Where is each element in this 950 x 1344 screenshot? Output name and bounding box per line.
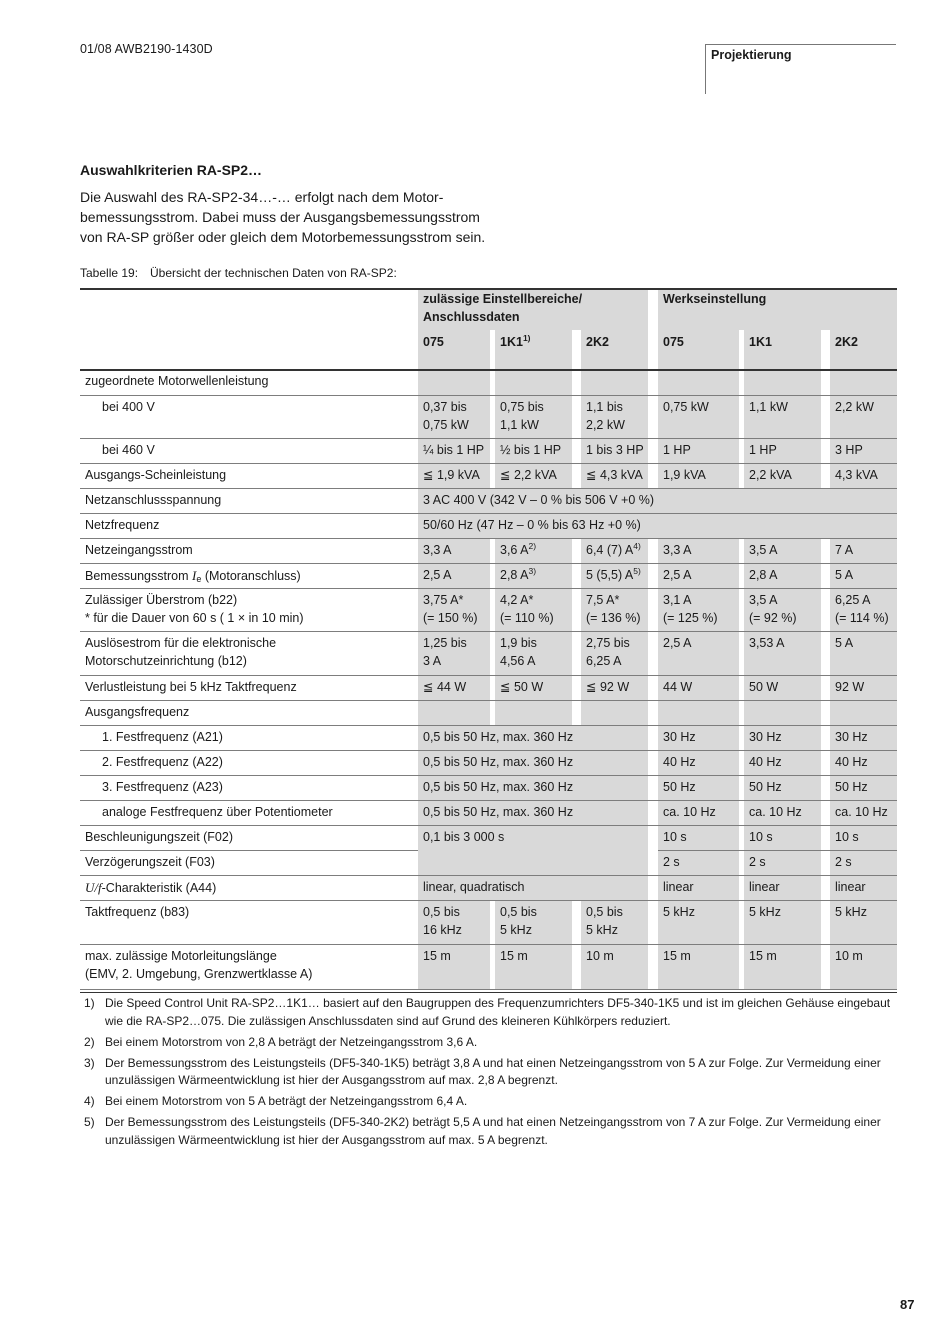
spanning-cell: 3 AC 400 V (342 V – 0 % bis 506 V +0 %) [423,493,655,507]
table-caption [80,266,397,280]
row-separator [80,750,897,751]
data-cell [586,467,643,485]
row-separator [80,488,897,489]
data-cell-value: 40 Hz [663,755,696,769]
data-cell [586,399,625,434]
row-separator [80,875,897,876]
row-separator [80,438,897,439]
row-separator [80,944,897,945]
data-cell [749,567,778,585]
data-cell-value: 2,5 A [423,568,452,582]
data-cell [423,948,451,966]
data-cell-value: 1 bis 3 HP [586,443,644,457]
spanning-cell: 50/60 Hz (47 Hz – 0 % bis 63 Hz +0 %) [423,518,641,532]
footnote [80,1055,897,1090]
row-label-line: (EMV, 2. Umgebung, Grenzwertklasse A) [85,966,313,981]
column-header [500,334,531,352]
spanning-cell: 0,5 bis 50 Hz, max. 360 Hz [423,730,574,744]
symbol-subscript: e [196,574,202,584]
data-cell [835,879,866,897]
data-cell-line: 3,5 A [749,593,778,607]
section-label: Projektierung [705,44,896,94]
data-cell-line: (= 114 %) [835,610,889,625]
row-separator [80,631,897,632]
data-cell [500,467,557,485]
data-cell-line: (= 125 %) [663,610,718,625]
data-cell-value: 0,75 kW [663,400,709,414]
data-cell-value: 1 HP [663,443,691,457]
data-cell [835,754,868,772]
footnote-mark: 4) [84,1094,95,1108]
technical-data-table [80,288,897,991]
data-cell-value: 10 s [835,830,859,844]
footnote-ref: 3) [528,566,537,576]
data-cell-value: 1,1 kW [749,400,788,414]
data-cell-value: ½ bis 1 HP [500,443,562,457]
data-cell-value: 2 s [835,855,852,869]
data-cell-line: 0,5 bis [500,905,537,919]
intro-paragraph [80,187,520,247]
footnote-line: Bei einem Motorstrom von 5 A beträgt der Netzeingangsstrom 6,4 A. [105,1094,468,1108]
data-cell-value: 10 s [749,830,773,844]
row-separator [80,800,897,801]
data-cell-line: 1,1 kW [500,417,539,432]
footnote-text [105,1055,895,1090]
data-cell-line: 5 kHz [500,922,532,937]
row-label-line: * für die Dauer von 60 s ( 1 × in 10 min) [85,610,304,625]
data-cell-line: (= 136 %) [586,610,641,625]
data-cell-value: 2,2 kVA [749,468,792,482]
data-cell-value: 4,3 kVA [835,468,878,482]
row-separator [80,825,897,826]
data-cell-value: 2 s [663,855,680,869]
symbol: I [192,568,197,583]
data-cell [835,399,874,417]
data-cell-value: 5 kHz [835,905,867,919]
data-cell [423,679,466,697]
data-cell [835,729,868,747]
data-cell [423,442,484,460]
row-label: bei 400 V [102,400,155,414]
footnote-line: Bei einem Motorstrom von 2,8 A beträgt der Netzeingangsstrom 3,6 A. [105,1034,478,1049]
group-header-line: zulässige Einstellbereiche/ [423,292,583,306]
data-cell-line: 1,1 bis [586,400,623,414]
data-cell-value: ¼ bis 1 HP [423,443,485,457]
data-cell-line: 0,5 bis [423,905,460,919]
data-cell-value: 30 Hz [749,730,782,744]
row-label-line: Motorschutzeinrichtung (b12) [85,653,247,668]
row-separator [80,513,897,514]
column-header [586,334,609,352]
row-label: Netzfrequenz [85,518,160,532]
footnote-line: Die Speed Control Unit RA-SP2…1K1… basiert auf den Baugruppen des Frequenzumrichters DF5-340-1K5 und ist im gleichen Gehäuse eingebaut [105,996,891,1010]
data-cell [500,442,561,460]
data-cell-value: 40 Hz [835,755,868,769]
data-cell-value: 5 (5,5) A [586,568,634,582]
row-label: Beschleunigungszeit (F02) [85,830,233,844]
footnote-ref: 5) [633,566,641,576]
data-cell-value: 30 Hz [835,730,868,744]
data-cell [586,679,629,697]
data-cell-value: 2,8 A [749,568,778,582]
row-label [85,567,301,589]
data-cell [749,804,802,822]
data-cell-value: 15 m [749,949,777,963]
data-cell-value: 2,8 A [500,568,529,582]
data-cell-value: 30 Hz [663,730,696,744]
footnote-line: unzulässigen Wärmeentwicklung ist hier der Ausgangsstrom auf max. 2,8 A begrenzt. [105,1073,558,1087]
data-cell [749,754,782,772]
data-cell [663,754,696,772]
data-cell-line: (= 110 %) [500,610,554,625]
row-label: bei 460 V [102,443,155,457]
data-cell [749,635,784,653]
data-cell-value: 2,5 A [663,636,692,650]
column-header-label: 075 [423,335,444,349]
intro-line: Die Auswahl des RA-SP2-34…-… erfolgt nach dem Motor- [80,189,444,205]
footnote-line: Der Bemessungsstrom des Leistungsteils (DF5-340-1K5) beträgt 3,8 A und hat einen Netzeingangsstrom von 5 A zur Folge. Zur Vermeidung einer [105,1055,881,1070]
data-cell-line: 4,56 A [500,653,536,668]
data-cell [586,948,614,966]
row-separator [80,775,897,776]
span-band [418,851,648,876]
data-cell-line: 0,75 bis [500,400,544,414]
data-cell [663,948,691,966]
data-cell [500,399,544,434]
data-cell [663,804,716,822]
data-cell-line: 0,5 bis [586,905,623,919]
data-cell [663,879,694,897]
data-cell [500,635,537,670]
column-header-label: 2K2 [835,335,858,349]
data-cell [586,592,641,627]
data-cell [500,904,537,939]
data-cell-value: 2,2 kW [835,400,874,414]
data-cell [663,854,680,872]
row-label: Ausgangsfrequenz [85,705,190,719]
data-cell-value: 50 Hz [663,780,696,794]
row-label-line: Auslösestrom für die elektronische [85,636,277,650]
data-cell [663,904,695,922]
row-separator [80,675,897,676]
data-cell [586,567,641,585]
footnote-text [105,1093,895,1111]
data-cell [500,948,528,966]
data-cell-line: 5 kHz [586,922,618,937]
row-label: Ausgangs-Scheinleistung [85,468,227,482]
data-cell-value: 50 W [749,680,779,694]
data-cell [835,592,889,627]
data-cell-value: 5 A [835,568,854,582]
data-cell [663,829,687,847]
footnote-mark: 2) [84,1034,95,1049]
footnotes [80,992,897,1147]
row-label-text: Bemessungsstrom [85,569,189,583]
data-cell-value: 10 s [663,830,687,844]
footnote [80,1034,897,1052]
row-separator [658,850,897,851]
data-cell-line: 6,25 A [835,593,871,607]
data-cell [423,567,452,585]
data-cell [835,442,863,460]
data-cell-line: (= 92 %) [749,610,797,625]
data-cell-value: 1,9 kVA [663,468,706,482]
data-cell [835,467,878,485]
data-cell [749,592,797,627]
data-cell-value: 1 HP [749,443,777,457]
row-label [85,592,304,627]
data-cell-line: (= 150 %) [423,610,478,625]
data-cell-line: 1,9 bis [500,636,537,650]
data-cell-value: ≦ 2,2 kVA [500,468,557,482]
data-cell [749,904,781,922]
table-title: Übersicht der technischen Daten von RA-SP2: [150,266,397,280]
footnote-ref: 1) [522,333,531,343]
data-cell [835,948,863,966]
data-cell [423,904,462,939]
data-cell [835,804,888,822]
group-header-line: Anschlussdaten [423,309,520,324]
row-separator [80,563,897,564]
group-header-allowed [423,291,582,326]
data-cell [586,442,644,460]
data-cell [835,635,853,653]
data-cell-value: ca. 10 Hz [835,805,888,819]
data-cell-value: 3,53 A [749,636,785,650]
data-cell [835,679,864,697]
row-label: Verzögerungszeit (F03) [85,855,215,869]
group-header-factory: Werkseinstellung [663,292,767,306]
data-cell-value: 3,5 A [749,543,778,557]
data-cell-value: ≦ 44 W [423,680,467,694]
data-cell-value: ca. 10 Hz [749,805,802,819]
data-cell [749,779,782,797]
data-cell-line: 2,2 kW [586,417,625,432]
row-label [85,879,216,898]
data-cell-line: 3 A [423,653,442,668]
data-cell [586,904,623,939]
data-cell [663,399,709,417]
data-cell-line: 3,75 A* [423,593,464,607]
data-cell [663,635,692,653]
data-cell-value: 40 Hz [749,755,782,769]
symbol: U/f [85,880,102,895]
section-heading: Auswahlkriterien RA-SP2… [80,162,263,178]
data-cell-line: 2,75 bis [586,636,630,650]
data-cell-value: linear [835,880,866,894]
data-cell-value: linear [663,880,694,894]
data-cell [749,729,782,747]
data-cell [663,729,696,747]
data-cell [749,948,777,966]
data-cell [749,542,778,560]
data-cell [835,567,853,585]
data-cell [423,635,467,670]
column-header-label: 1K1 [500,335,523,349]
data-cell-line: 0,75 kW [423,417,469,432]
row-separator [80,725,897,726]
data-cell-line: 0,37 bis [423,400,467,414]
footnote-line: Der Bemessungsstrom des Leistungsteils (DF5-340-2K2) beträgt 5,5 A und hat einen Netzeingangsstrom von 7 A zur Folge. Zur Vermeidung einer [105,1115,881,1129]
data-cell-value: 6,4 (7) A [586,543,634,557]
footnote-mark: 3) [84,1055,95,1070]
data-cell [663,779,696,797]
row-label: Netzanschlussspannung [85,493,222,507]
row-label: Verlustleistung bei 5 kHz Taktfrequenz [85,680,297,694]
data-cell-value: 2 s [749,855,766,869]
spanning-cell: 0,5 bis 50 Hz, max. 360 Hz [423,755,574,769]
row-label: analoge Festfrequenz über Potentiometer [102,805,333,819]
row-label [85,948,312,983]
spanning-cell: linear, quadratisch [423,880,525,894]
data-cell [423,399,469,434]
data-cell-line: 6,25 A [586,653,622,668]
data-cell-value: 15 m [423,949,451,963]
data-cell [749,854,766,872]
data-cell-value: 10 m [835,949,863,963]
data-cell [749,442,777,460]
row-label-text: (Motoranschluss) [204,569,301,583]
row-separator [80,900,897,901]
data-cell-value: 44 W [663,680,693,694]
row-label [85,635,276,670]
data-cell-value: ≦ 92 W [586,680,630,694]
footnote-ref: 4) [633,541,641,551]
data-cell-value: ≦ 4,3 kVA [586,468,643,482]
data-cell-value: ≦ 50 W [500,680,544,694]
row-label-line: max. zulässige Motorleitungslänge [85,949,277,963]
data-cell-value: 50 Hz [749,780,782,794]
data-cell-value: 92 W [835,680,865,694]
data-cell-value: 7 A [835,543,854,557]
data-cell [423,592,478,627]
row-label: 2. Festfrequenz (A22) [102,755,223,769]
footnote-text [105,1034,895,1052]
data-cell [835,779,868,797]
column-header [749,334,772,352]
table-number: Tabelle 19: [80,266,139,280]
footnote [80,995,897,1030]
header-bottom-rule [80,369,897,371]
data-cell-value: 10 m [586,949,614,963]
page-number: 87 [900,1297,915,1312]
column-header-label: 075 [663,335,684,349]
data-cell [835,829,859,847]
data-cell [749,467,792,485]
data-cell [749,399,788,417]
table-top-rule [80,288,897,290]
data-cell [663,592,718,627]
spanning-cell: 0,1 bis 3 000 s [423,830,505,844]
row-separator [80,463,897,464]
data-cell [663,442,691,460]
row-label-text: -Charakteristik (A44) [101,881,217,895]
data-cell [749,679,778,697]
footnote-mark: 5) [84,1115,95,1129]
row-separator [80,989,897,990]
column-header [663,334,684,352]
data-cell-value: 5 A [835,636,854,650]
column-header [423,334,444,352]
row-separator [80,700,897,701]
data-cell [423,467,480,485]
data-cell-value: 3 HP [835,443,863,457]
data-cell-value: 5 kHz [749,905,781,919]
footnote-line: unzulässigen Wärmeentwicklung ist hier der Ausgangsstrom auf max. 5 A begrenzt. [105,1132,548,1147]
row-separator [80,850,418,851]
data-cell-value: 3,3 A [423,543,452,557]
data-cell-line: 16 kHz [423,922,462,937]
data-cell-value: 5 kHz [663,905,695,919]
document-code: 01/08 AWB2190-1430D [80,42,213,56]
row-label: Taktfrequenz (b83) [85,905,190,919]
row-label-line: Zulässiger Überstrom (b22) [85,593,238,607]
data-cell-value: ≦ 1,9 kVA [423,468,480,482]
data-cell [835,542,853,560]
data-cell [500,567,536,585]
footnote [80,1093,897,1111]
data-cell [423,542,452,560]
footnote-line: wie die RA-SP2…075. Die zulässigen Anschlussdaten sind auf Grund des kleineren Kühlkörpers reduziert. [105,1013,671,1028]
data-cell-value: 3,3 A [663,543,692,557]
data-cell-value: linear [749,880,780,894]
data-cell-line: 4,2 A* [500,593,534,607]
spanning-cell: 0,5 bis 50 Hz, max. 360 Hz [423,780,574,794]
data-cell [749,829,773,847]
column-header [835,334,858,352]
footnote [80,1114,897,1149]
data-cell-line: 1,25 bis [423,636,467,650]
data-cell-value: ca. 10 Hz [663,805,716,819]
data-cell [749,879,780,897]
row-label: zugeordnete Motorwellenleistung [85,374,269,388]
footnote-text [105,1114,895,1149]
data-cell [835,904,867,922]
data-cell-value: 15 m [663,949,691,963]
data-cell-line: 3,1 A [663,593,692,607]
data-cell [835,854,852,872]
footnote-mark: 1) [84,996,95,1010]
data-cell [586,542,641,560]
data-cell-value: 2,5 A [663,568,692,582]
spanning-cell: 0,5 bis 50 Hz, max. 360 Hz [423,805,574,819]
row-separator [80,395,897,396]
intro-line: von RA-SP größer oder gleich dem Motorbemessungsstrom sein. [80,229,486,245]
intro-line: bemessungsstrom. Dabei muss der Ausgangsbemessungsstrom [80,209,480,225]
data-cell [663,679,692,697]
data-cell [586,635,630,670]
row-label: Netzeingangsstrom [85,543,193,557]
data-cell [663,567,692,585]
data-cell [663,467,706,485]
footnote-text [105,995,895,1030]
data-cell-value: 15 m [500,949,528,963]
row-label: 3. Festfrequenz (A23) [102,780,223,794]
data-cell-value: 3,6 A [500,543,529,557]
column-header-label: 1K1 [749,335,772,349]
data-cell-line: 7,5 A* [586,593,620,607]
column-header-label: 2K2 [586,335,609,349]
footnote-ref: 2) [528,541,537,551]
data-cell [500,679,543,697]
data-cell [500,542,536,560]
data-cell-value: 50 Hz [835,780,868,794]
row-separator [80,538,897,539]
data-cell [663,542,692,560]
row-label: 1. Festfrequenz (A21) [102,730,223,744]
data-cell [500,592,554,627]
